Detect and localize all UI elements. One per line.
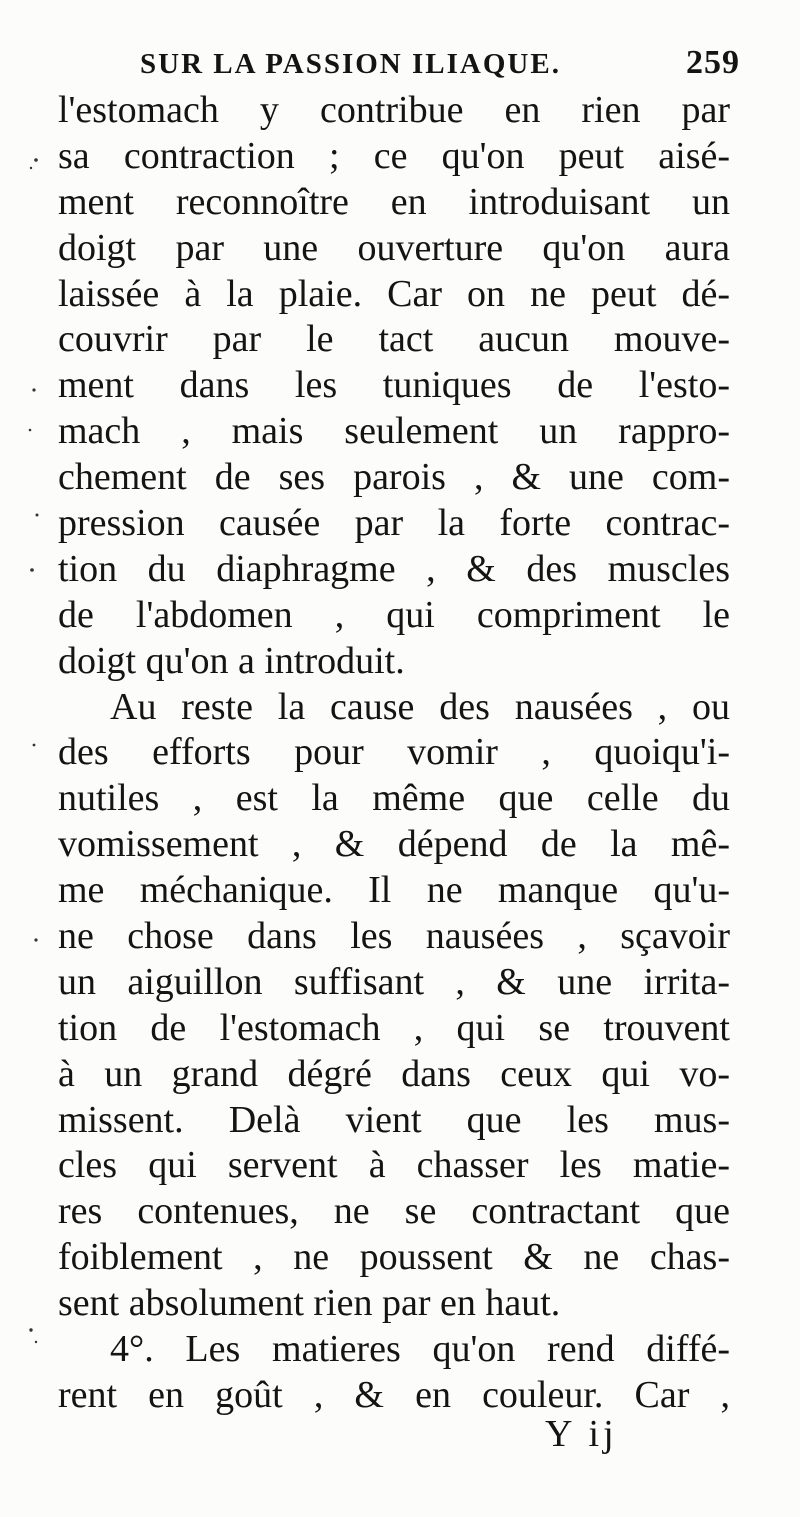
text-line: sent absolument rien par en haut. bbox=[58, 1282, 561, 1325]
margin-specks bbox=[22, 120, 44, 1370]
text-line: l'estomach y contribue en rien par bbox=[58, 89, 730, 131]
text-line: sa contraction ; ce qu'on peut aisé- bbox=[58, 134, 730, 177]
text-line: ment dans les tuniques de l'esto- bbox=[58, 364, 730, 407]
text-line: tion du diaphragme , & des muscles bbox=[58, 547, 730, 590]
text-line: foiblement , ne poussent & ne chas- bbox=[58, 1236, 730, 1279]
body-text bbox=[58, 88, 730, 1419]
text-line: ment reconnoître en introduisant un bbox=[58, 180, 730, 223]
running-head bbox=[140, 44, 740, 82]
text-line: nutiles , est la même que celle du bbox=[58, 777, 730, 820]
text-line: ne chose dans les nausées , sçavoir bbox=[58, 915, 730, 958]
text-line: laissée à la plaie. Car on ne peut dé- bbox=[58, 272, 730, 315]
text-line: me méchanique. Il ne manque qu'u- bbox=[58, 869, 730, 912]
text-line: pression causée par la forte contrac- bbox=[58, 502, 730, 545]
page-number: 259 bbox=[686, 44, 740, 81]
text-line: de l'abdomen , qui compriment le bbox=[58, 593, 730, 636]
text-line: vomissement , & dépend de la mê- bbox=[58, 823, 730, 866]
signature-mark: Y ij bbox=[545, 1413, 618, 1455]
text-line: tion de l'estomach , qui se trouvent bbox=[58, 1006, 730, 1049]
running-head-title: SUR LA PASSION ILIAQUE. bbox=[140, 48, 561, 80]
text-line: chement de ses parois , & une com- bbox=[58, 456, 730, 499]
text-line: res contenues, ne se contractant que bbox=[58, 1190, 730, 1233]
text-line: mach , mais seulement un rappro- bbox=[58, 410, 730, 453]
text-line: missent. Delà vient que les mus- bbox=[58, 1098, 730, 1141]
text-line: un aiguillon suffisant , & une irrita- bbox=[58, 960, 730, 1003]
text-line: doigt qu'on a introduit. bbox=[58, 639, 405, 682]
text-line: cles qui servent à chasser les matie- bbox=[58, 1144, 730, 1187]
paragraph-start-line: 4°. Les matieres qu'on rend diffé- bbox=[110, 1328, 730, 1371]
text-line: à un grand dégré dans ceux qui vo- bbox=[58, 1052, 730, 1095]
text-line: rent en goût , & en couleur. Car , bbox=[58, 1373, 730, 1416]
paragraph-start-line: Au reste la cause des nausées , ou bbox=[110, 685, 730, 728]
text-line: des efforts pour vomir , quoiqu'i- bbox=[58, 731, 730, 774]
text-line: couvrir par le tact aucun mouve- bbox=[58, 318, 730, 361]
text-line: doigt par une ouverture qu'on aura bbox=[58, 226, 730, 269]
